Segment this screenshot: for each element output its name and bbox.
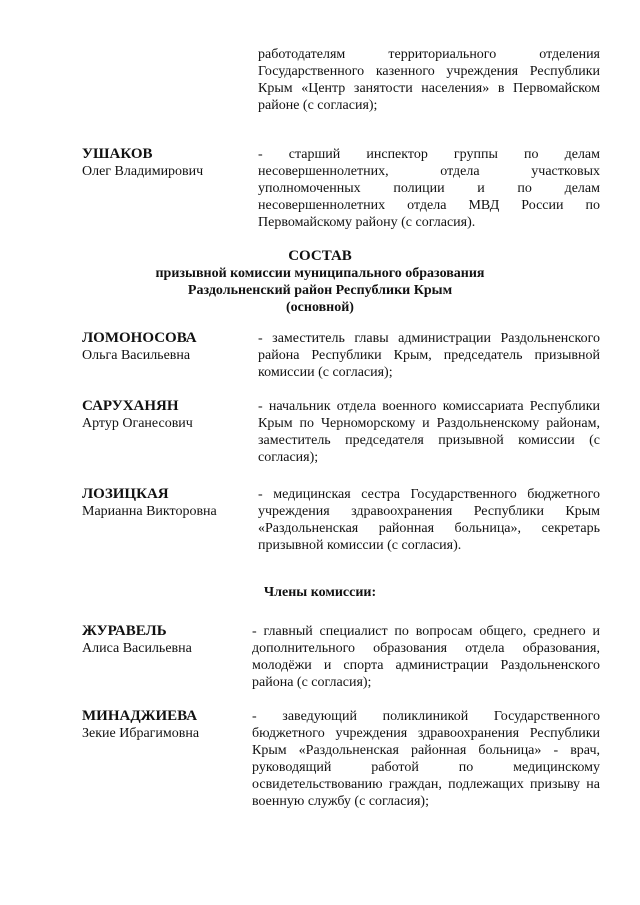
person-role: - главный специалист по вопросам общего, среднего и дополнительного образования отдела образования, молодёжи и спорта администрации Раздольненского района (с согласия); <box>252 624 600 690</box>
person-name-block <box>82 330 252 364</box>
heading-title: СОСТАВ <box>288 248 352 264</box>
person-surname: МИНАДЖИЕВА <box>82 708 198 724</box>
person-given-name: Зекие Ибрагимовна <box>82 726 200 741</box>
person-given-name: Олег Владимирович <box>82 164 204 179</box>
person-role: - старший инспектор группы по делам несовершеннолетних, отдела участковых уполномоченных полиции и по делам несовершеннолетних отдела МВД России по Первомайскому району (с согласия). <box>258 147 600 230</box>
person-name-block <box>82 486 252 520</box>
heading-line-2: Раздольненский район Республики Крым <box>187 283 453 298</box>
person-surname: САРУХАНЯН <box>82 398 179 414</box>
person-surname: УШАКОВ <box>82 146 153 162</box>
section-heading <box>0 248 640 316</box>
person-role: - начальник отдела военного комиссариата Республики Крым по Черноморскому и Раздольненскому районам, заместитель председателя призывной комиссии (с согласия); <box>258 399 600 465</box>
person-surname: ЛОМОНОСОВА <box>82 330 197 346</box>
person-surname: ЖУРАВЕЛЬ <box>82 623 167 639</box>
person-given-name: Марианна Викторовна <box>82 504 217 519</box>
members-heading: Члены комиссии: <box>263 585 377 600</box>
person-given-name: Артур Оганесович <box>82 416 193 431</box>
person-surname: ЛОЗИЦКАЯ <box>82 486 169 502</box>
continuation-text: работодателям территориального отделения Государственного казенного учреждения Республики Крым «Центр занятости населения» в Первомайском районе (с согласия); <box>258 47 600 113</box>
person-role: - заведующий поликлиникой Государственного бюджетного учреждения здравоохранения Республики Крым «Раздольненская районная больница» - врач, руководящий работой по медицинскому освидетельствованию граждан, подлежащих призыву на военную службу (с согласия); <box>252 709 600 809</box>
person-name-block <box>82 708 252 742</box>
person-role: - медицинская сестра Государственного бюджетного учреждения здравоохранения Республики Крым «Раздольненская районная больница», секретарь призывной комиссии (с согласия). <box>258 487 600 553</box>
person-given-name: Алиса Васильевна <box>82 641 192 656</box>
heading-line-1: призывной комиссии муниципального образования <box>155 266 485 281</box>
person-name-block <box>82 398 252 432</box>
person-name-block <box>82 623 252 657</box>
person-name-block <box>82 146 252 180</box>
person-role: - заместитель главы администрации Раздольненского района Республики Крым, председатель призывной комиссии (с согласия); <box>258 331 600 380</box>
heading-line-3: (основной) <box>286 300 354 315</box>
person-given-name: Ольга Васильевна <box>82 348 191 363</box>
